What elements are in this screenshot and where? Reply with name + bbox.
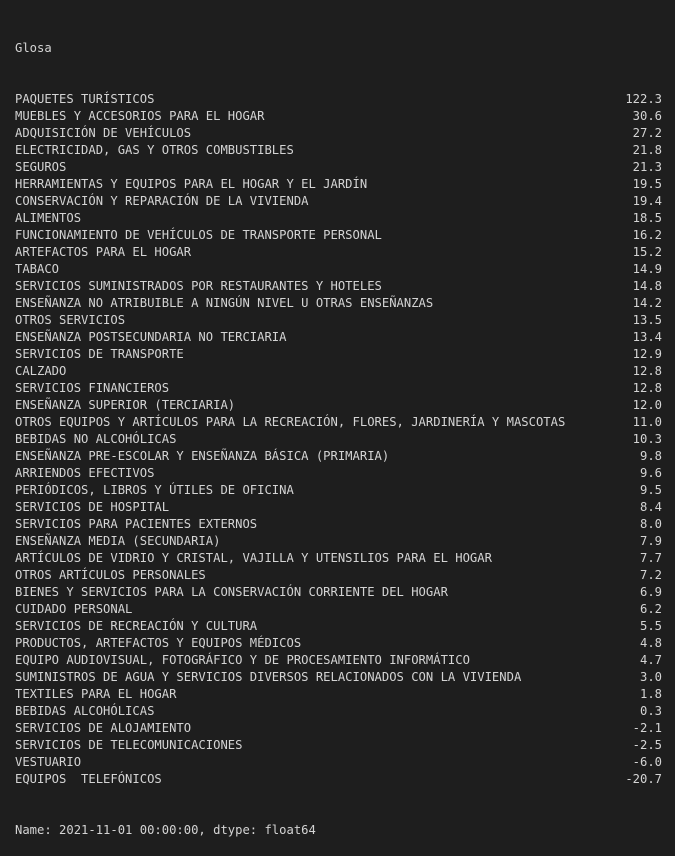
row-label: FUNCIONAMIENTO DE VEHÍCULOS DE TRANSPORTE PERSONAL bbox=[15, 228, 382, 242]
series-row bbox=[15, 346, 662, 363]
row-label: OTROS SERVICIOS bbox=[15, 313, 126, 327]
series-row bbox=[15, 380, 662, 397]
row-value: 21.8 bbox=[632, 143, 662, 157]
row-value: 5.5 bbox=[639, 619, 662, 633]
series-row bbox=[15, 261, 662, 278]
row-label: ENSEÑANZA NO ATRIBUIBLE A NINGÚN NIVEL U OTRAS ENSEÑANZAS bbox=[15, 296, 434, 310]
series-row bbox=[15, 720, 662, 737]
row-label: SERVICIOS DE RECREACIÓN Y CULTURA bbox=[15, 619, 258, 633]
series-row bbox=[15, 397, 662, 414]
row-value: 15.2 bbox=[632, 245, 662, 259]
row-value: 19.5 bbox=[632, 177, 662, 191]
row-label: SERVICIOS PARA PACIENTES EXTERNOS bbox=[15, 517, 258, 531]
row-label: MUEBLES Y ACCESORIOS PARA EL HOGAR bbox=[15, 109, 265, 123]
row-value: 12.8 bbox=[632, 364, 662, 378]
series-row bbox=[15, 227, 662, 244]
series-footer: Name: 2021-11-01 00:00:00, dtype: float64 bbox=[15, 823, 316, 837]
row-label: ARTÍCULOS DE VIDRIO Y CRISTAL, VAJILLA Y UTENSILIOS PARA EL HOGAR bbox=[15, 551, 492, 565]
row-label: CUIDADO PERSONAL bbox=[15, 602, 133, 616]
row-value: 11.0 bbox=[632, 415, 662, 429]
row-value: 12.8 bbox=[632, 381, 662, 395]
row-label: VESTUARIO bbox=[15, 755, 82, 769]
series-row bbox=[15, 567, 662, 584]
row-value: 9.5 bbox=[639, 483, 662, 497]
row-value: 30.6 bbox=[632, 109, 662, 123]
series-row bbox=[15, 584, 662, 601]
row-label: TEXTILES PARA EL HOGAR bbox=[15, 687, 177, 701]
row-label: EQUIPOS TELEFÓNICOS bbox=[15, 772, 162, 786]
series-row bbox=[15, 465, 662, 482]
row-value: 7.2 bbox=[639, 568, 662, 582]
series-row bbox=[15, 550, 662, 567]
row-value: 12.0 bbox=[632, 398, 662, 412]
series-row bbox=[15, 618, 662, 635]
row-label: TABACO bbox=[15, 262, 60, 276]
row-value: 18.5 bbox=[632, 211, 662, 225]
row-label: ENSEÑANZA POSTSECUNDARIA NO TERCIARIA bbox=[15, 330, 287, 344]
series-row bbox=[15, 754, 662, 771]
row-label: SERVICIOS DE TELECOMUNICACIONES bbox=[15, 738, 243, 752]
row-value: -2.1 bbox=[632, 721, 662, 735]
series-row bbox=[15, 414, 662, 431]
row-value: 8.0 bbox=[639, 517, 662, 531]
row-label: ALIMENTOS bbox=[15, 211, 82, 225]
series-row bbox=[15, 635, 662, 652]
row-value: 9.8 bbox=[639, 449, 662, 463]
row-value: 122.3 bbox=[625, 92, 662, 106]
row-label: CALZADO bbox=[15, 364, 67, 378]
series-row bbox=[15, 193, 662, 210]
series-row bbox=[15, 159, 662, 176]
series-row bbox=[15, 329, 662, 346]
row-label: ADQUISICIÓN DE VEHÍCULOS bbox=[15, 126, 192, 140]
row-label: ENSEÑANZA SUPERIOR (TERCIARIA) bbox=[15, 398, 236, 412]
series-row bbox=[15, 312, 662, 329]
row-label: BEBIDAS NO ALCOHÓLICAS bbox=[15, 432, 177, 446]
series-row bbox=[15, 703, 662, 720]
row-label: PRODUCTOS, ARTEFACTOS Y EQUIPOS MÉDICOS bbox=[15, 636, 302, 650]
row-value: 3.0 bbox=[639, 670, 662, 684]
row-value: 7.7 bbox=[639, 551, 662, 565]
series-row bbox=[15, 499, 662, 516]
row-label: PAQUETES TURÍSTICOS bbox=[15, 92, 155, 106]
row-value: 4.7 bbox=[639, 653, 662, 667]
series-row bbox=[15, 363, 662, 380]
series-row bbox=[15, 125, 662, 142]
series-row bbox=[15, 482, 662, 499]
row-label: PERIÓDICOS, LIBROS Y ÚTILES DE OFICINA bbox=[15, 483, 294, 497]
row-label: HERRAMIENTAS Y EQUIPOS PARA EL HOGAR Y EL JARDÍN bbox=[15, 177, 368, 191]
row-value: 14.2 bbox=[632, 296, 662, 310]
row-label: SEGUROS bbox=[15, 160, 67, 174]
row-label: CONSERVACIÓN Y REPARACIÓN DE LA VIVIENDA bbox=[15, 194, 309, 208]
row-value: 1.8 bbox=[639, 687, 662, 701]
row-label: ENSEÑANZA PRE-ESCOLAR Y ENSEÑANZA BÁSICA (PRIMARIA) bbox=[15, 449, 390, 463]
row-label: EQUIPO AUDIOVISUAL, FOTOGRÁFICO Y DE PROCESAMIENTO INFORMÁTICO bbox=[15, 653, 470, 667]
row-label: OTROS ARTÍCULOS PERSONALES bbox=[15, 568, 206, 582]
row-value: 8.4 bbox=[639, 500, 662, 514]
row-value: 9.6 bbox=[639, 466, 662, 480]
series-row bbox=[15, 533, 662, 550]
row-label: ELECTRICIDAD, GAS Y OTROS COMBUSTIBLES bbox=[15, 143, 294, 157]
series-row bbox=[15, 142, 662, 159]
series-row bbox=[15, 210, 662, 227]
index-header: Glosa bbox=[15, 41, 52, 55]
series-row bbox=[15, 244, 662, 261]
row-value: 14.9 bbox=[632, 262, 662, 276]
series-row bbox=[15, 771, 662, 788]
row-label: ENSEÑANZA MEDIA (SECUNDARIA) bbox=[15, 534, 221, 548]
row-value: 4.8 bbox=[639, 636, 662, 650]
series-row bbox=[15, 176, 662, 193]
series-row bbox=[15, 431, 662, 448]
row-value: 6.9 bbox=[639, 585, 662, 599]
row-value: 13.4 bbox=[632, 330, 662, 344]
row-label: SERVICIOS DE HOSPITAL bbox=[15, 500, 170, 514]
series-rows bbox=[15, 91, 662, 788]
row-value: 14.8 bbox=[632, 279, 662, 293]
row-value: 13.5 bbox=[632, 313, 662, 327]
series-row bbox=[15, 601, 662, 618]
row-label: SERVICIOS DE TRANSPORTE bbox=[15, 347, 184, 361]
row-value: -2.5 bbox=[632, 738, 662, 752]
row-value: 16.2 bbox=[632, 228, 662, 242]
series-row bbox=[15, 652, 662, 669]
row-label: BIENES Y SERVICIOS PARA LA CONSERVACIÓN CORRIENTE DEL HOGAR bbox=[15, 585, 448, 599]
row-value: 21.3 bbox=[632, 160, 662, 174]
row-value: 7.9 bbox=[639, 534, 662, 548]
row-label: SUMINISTROS DE AGUA Y SERVICIOS DIVERSOS RELACIONADOS CON LA VIVIENDA bbox=[15, 670, 522, 684]
series-output bbox=[15, 6, 662, 856]
series-row bbox=[15, 448, 662, 465]
row-value: -20.7 bbox=[625, 772, 662, 786]
row-value: 6.2 bbox=[639, 602, 662, 616]
row-value: 12.9 bbox=[632, 347, 662, 361]
series-row bbox=[15, 516, 662, 533]
row-label: SERVICIOS FINANCIEROS bbox=[15, 381, 170, 395]
series-row bbox=[15, 295, 662, 312]
series-row bbox=[15, 737, 662, 754]
row-label: ARTEFACTOS PARA EL HOGAR bbox=[15, 245, 192, 259]
row-value: 27.2 bbox=[632, 126, 662, 140]
series-row bbox=[15, 278, 662, 295]
series-row bbox=[15, 669, 662, 686]
row-label: SERVICIOS SUMINISTRADOS POR RESTAURANTES Y HOTELES bbox=[15, 279, 382, 293]
row-value: -6.0 bbox=[632, 755, 662, 769]
row-value: 19.4 bbox=[632, 194, 662, 208]
row-label: ARRIENDOS EFECTIVOS bbox=[15, 466, 155, 480]
row-label: OTROS EQUIPOS Y ARTÍCULOS PARA LA RECREACIÓN, FLORES, JARDINERÍA Y MASCOTAS bbox=[15, 415, 566, 429]
series-row bbox=[15, 108, 662, 125]
series-row bbox=[15, 91, 662, 108]
row-label: SERVICIOS DE ALOJAMIENTO bbox=[15, 721, 192, 735]
row-label: BEBIDAS ALCOHÓLICAS bbox=[15, 704, 155, 718]
row-value: 10.3 bbox=[632, 432, 662, 446]
row-value: 0.3 bbox=[639, 704, 662, 718]
series-row bbox=[15, 686, 662, 703]
